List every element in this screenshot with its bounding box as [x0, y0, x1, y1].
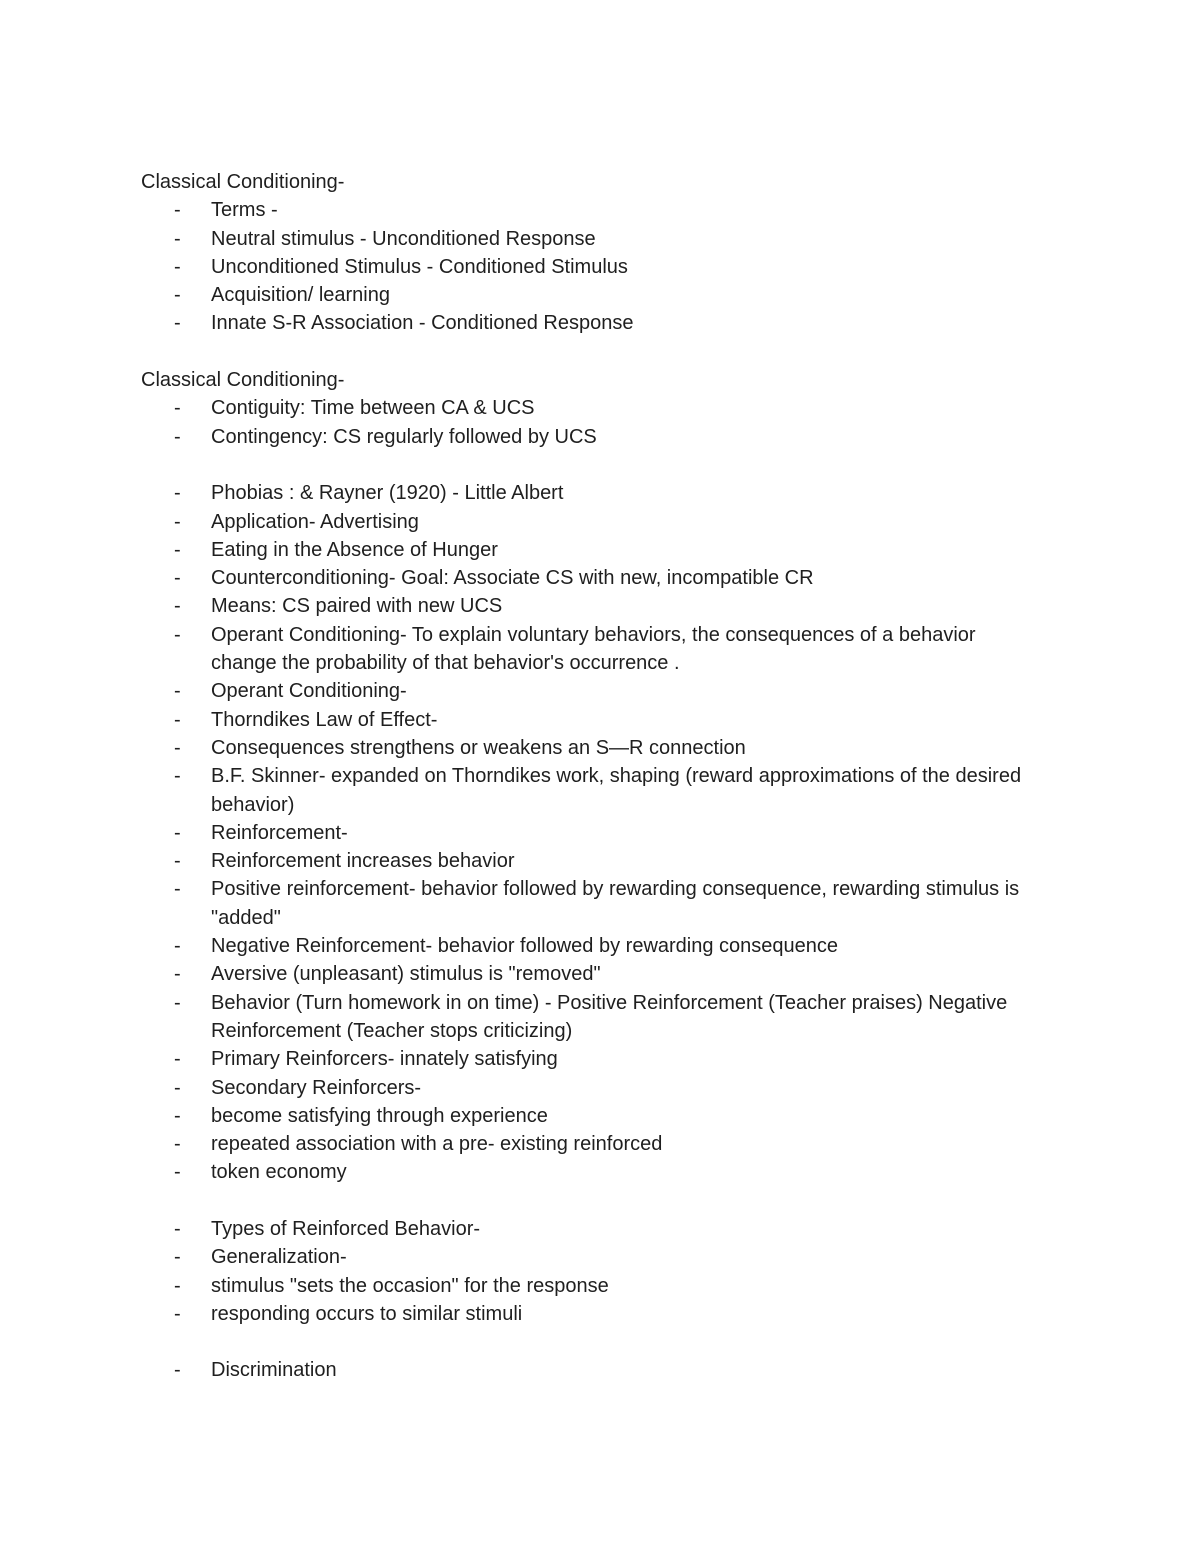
list-item [141, 960, 1061, 988]
list-item-text: Secondary Reinforcers- [211, 1076, 422, 1099]
document-body [141, 168, 1061, 1385]
list-item [141, 394, 1061, 422]
list-item-text: Contingency: CS regularly followed by UCS [211, 425, 597, 448]
list-item [141, 762, 1061, 819]
list-item [141, 1102, 1061, 1130]
bullet-dash: - [174, 623, 181, 646]
bullet-dash: - [174, 680, 181, 703]
list-item-text: Application- Advertising [211, 510, 419, 533]
list-item [141, 1130, 1061, 1158]
list-item [141, 819, 1061, 847]
list-item [141, 281, 1061, 309]
list-item-text: Unconditioned Stimulus - Conditioned Stimulus [211, 255, 628, 278]
list-item-text: become satisfying through experience [211, 1104, 548, 1127]
bullet-dash: - [174, 227, 181, 250]
list-item [141, 1300, 1061, 1328]
blank-line [141, 451, 1061, 479]
list-item-text: Aversive (unpleasant) stimulus is "removed" [211, 963, 601, 986]
bullet-dash: - [174, 708, 181, 731]
list-item [141, 1074, 1061, 1102]
bullet-dash: - [174, 284, 181, 307]
list-item-text: Means: CS paired with new UCS [211, 595, 503, 618]
list-item [141, 1272, 1061, 1300]
list-item-text: Primary Reinforcers- innately satisfying [211, 1048, 558, 1071]
list-item-text: Reinforcement increases behavior [211, 850, 515, 873]
list-item-text: Operant Conditioning- [211, 680, 407, 703]
list-item-text: Terms - [211, 199, 278, 222]
bullet-list [141, 394, 1061, 451]
bullet-list [141, 196, 1061, 337]
bullet-dash: - [174, 991, 181, 1014]
list-item-text: Discrimination [211, 1359, 337, 1382]
bullet-dash: - [174, 425, 181, 448]
bullet-dash: - [174, 397, 181, 420]
list-item-text: Consequences strengthens or weakens an S—R connection [211, 736, 746, 759]
bullet-dash: - [174, 1274, 181, 1297]
bullet-dash: - [174, 255, 181, 278]
list-item-text: Generalization- [211, 1246, 347, 1269]
list-item [141, 932, 1061, 960]
list-item [141, 989, 1061, 1046]
list-item [141, 225, 1061, 253]
list-item-text: token economy [211, 1161, 347, 1184]
blank-line [141, 1187, 1061, 1215]
bullet-dash: - [174, 850, 181, 873]
list-item [141, 706, 1061, 734]
list-item-text: Phobias : & Rayner (1920) - Little Albert [211, 482, 564, 505]
list-item [141, 875, 1061, 932]
bullet-dash: - [174, 482, 181, 505]
list-item [141, 1215, 1061, 1243]
bullet-dash: - [174, 736, 181, 759]
list-item [141, 734, 1061, 762]
list-item [141, 423, 1061, 451]
bullet-dash: - [174, 1104, 181, 1127]
bullet-dash: - [174, 1217, 181, 1240]
list-item-text: Innate S-R Association - Conditioned Response [211, 312, 634, 335]
bullet-dash: - [174, 1359, 181, 1382]
list-item-text: Neutral stimulus - Unconditioned Response [211, 227, 596, 250]
list-item [141, 196, 1061, 224]
bullet-dash: - [174, 821, 181, 844]
bullet-dash: - [174, 1048, 181, 1071]
list-item-text: Negative Reinforcement- behavior followed by rewarding consequence [211, 935, 839, 958]
list-item [141, 536, 1061, 564]
bullet-list [141, 1215, 1061, 1328]
bullet-dash: - [174, 312, 181, 335]
bullet-dash: - [174, 1302, 181, 1325]
list-item-text: B.F. Skinner- expanded on Thorndikes work, shaping (reward approximations of the desired behavior) [211, 765, 1022, 816]
list-item [141, 1045, 1061, 1073]
bullet-dash: - [174, 1161, 181, 1184]
list-item [141, 847, 1061, 875]
list-item-text: Eating in the Absence of Hunger [211, 538, 498, 561]
bullet-dash: - [174, 538, 181, 561]
blank-line [141, 338, 1061, 366]
list-item [141, 1356, 1061, 1384]
list-item [141, 677, 1061, 705]
bullet-dash: - [174, 935, 181, 958]
bullet-dash: - [174, 1133, 181, 1156]
bullet-dash: - [174, 595, 181, 618]
list-item [141, 253, 1061, 281]
list-item [141, 508, 1061, 536]
list-item-text: Counterconditioning- Goal: Associate CS with new, incompatible CR [211, 567, 814, 590]
list-item-text: repeated association with a pre- existing reinforced [211, 1133, 663, 1156]
bullet-dash: - [174, 567, 181, 590]
list-item-text: Behavior (Turn homework in on time) - Positive Reinforcement (Teacher praises) Negative Reinforcement (Teacher stops criticizing) [211, 991, 1008, 1042]
bullet-list [141, 479, 1061, 1186]
list-item-text: Acquisition/ learning [211, 284, 390, 307]
section-heading: Classical Conditioning- [141, 369, 345, 392]
list-item [141, 309, 1061, 337]
list-item [141, 564, 1061, 592]
bullet-dash: - [174, 199, 181, 222]
bullet-dash: - [174, 1246, 181, 1269]
bullet-dash: - [174, 510, 181, 533]
bullet-dash: - [174, 963, 181, 986]
list-item [141, 1158, 1061, 1186]
bullet-dash: - [174, 878, 181, 901]
list-item-text: Thorndikes Law of Effect- [211, 708, 438, 731]
list-item-text: stimulus "sets the occasion" for the response [211, 1274, 609, 1297]
bullet-dash: - [174, 1076, 181, 1099]
list-item [141, 479, 1061, 507]
list-item-text: Positive reinforcement- behavior followed by rewarding consequence, rewarding stimulus is "added" [211, 878, 1020, 929]
list-item-text: Reinforcement- [211, 821, 348, 844]
list-item-text: Operant Conditioning- To explain voluntary behaviors, the consequences of a behavior change the probability of that behavior's occurrence . [211, 623, 976, 675]
list-item-text: Types of Reinforced Behavior- [211, 1217, 481, 1240]
blank-line [141, 1328, 1061, 1356]
section-heading: Classical Conditioning- [141, 171, 345, 193]
bullet-list [141, 1356, 1061, 1384]
list-item [141, 592, 1061, 620]
list-item-text: Contiguity: Time between CA & UCS [211, 397, 535, 420]
list-item [141, 1243, 1061, 1271]
list-item [141, 621, 1061, 678]
bullet-dash: - [174, 765, 181, 788]
list-item-text: responding occurs to similar stimuli [211, 1302, 523, 1325]
